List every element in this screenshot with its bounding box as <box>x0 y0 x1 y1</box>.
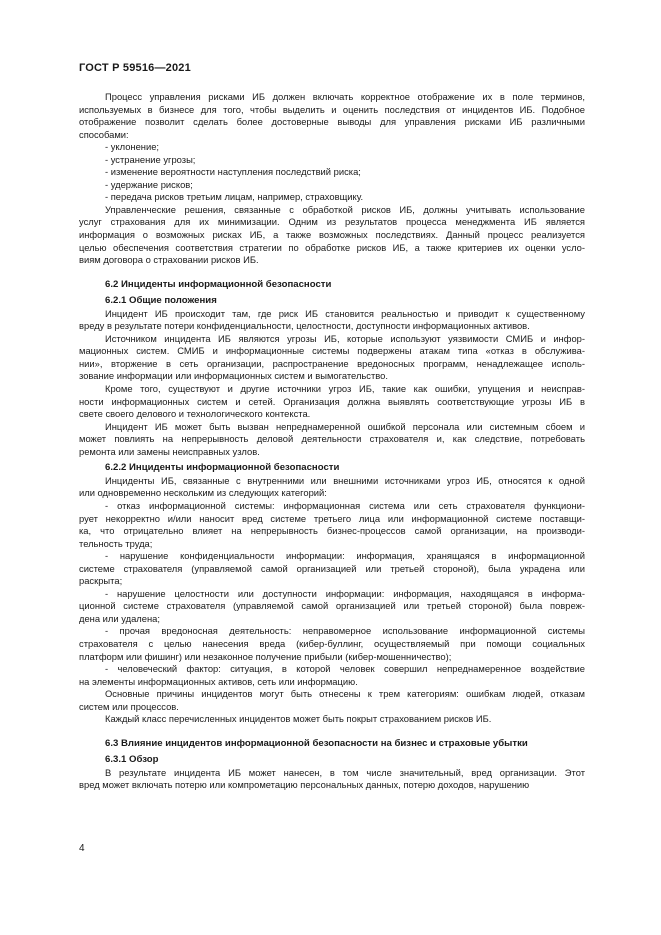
subsection-heading: 6.3.1 Обзор <box>105 754 159 766</box>
paragraph <box>79 500 585 550</box>
text-line: систем или процессов. <box>79 700 179 712</box>
text-line: целью обеспечения соответствия стратегии по обработке рисков ИБ, а также критериев их оценки усло- <box>79 241 585 253</box>
paragraph <box>79 475 585 500</box>
text-line: - удержание рисков; <box>105 178 193 190</box>
paragraph <box>79 767 585 792</box>
paragraph <box>79 625 585 663</box>
text-line: Процесс управления рисками ИБ должен включать корректное отображение их в поле терминов, <box>105 91 585 102</box>
text-line: Основные причины инцидентов могут быть отнесены к трем категориям: ошибкам людей, отказам <box>105 688 585 700</box>
text-line: информация о возможных рисках ИБ, а также возможных последствиях. Данный процесс реализуется <box>79 229 585 241</box>
text-line: - нарушение целостности или доступности информации: информация, находящаяся в информа- <box>105 587 585 599</box>
section-heading: 6.2 Инциденты информационной безопасности <box>105 278 332 290</box>
text-line: мационных систем. СМИБ и информационные системы подвержены атакам типа «отказ в обслужива- <box>79 345 585 357</box>
text-line: может повлиять на непрерывность деловой деятельности страхователя и, как следствие, потребовать <box>79 433 585 445</box>
text-line: способами: <box>79 128 129 140</box>
text-line: вреду в результате потери конфиденциальности, целостности, доступности информационных активов. <box>79 320 530 332</box>
text-line: В результате инцидента ИБ может нанесен, в том числе значительный, вред организации. Этот <box>105 766 585 778</box>
paragraph <box>79 204 585 267</box>
text-line: - уклонение; <box>105 141 160 153</box>
paragraph <box>79 663 585 688</box>
text-line: - человеческий фактор: ситуация, в которой человек совершил непреднамеренное воздействие <box>105 663 585 675</box>
text-line: на элементы информационных активов, сеть или информацию. <box>79 675 358 687</box>
paragraph <box>79 333 585 383</box>
page-number: 4 <box>79 843 85 854</box>
text-line: отображение позволит сделать более достоверные выводы для управления рисками ИБ различными <box>79 116 585 128</box>
text-line: Инциденты ИБ, связанные с внутренними или внешними источниками угроз ИБ, относятся к одной <box>105 474 585 486</box>
text-line: - изменение вероятности наступления последствий риска; <box>105 166 361 178</box>
text-line: виям договора о страховании рисков ИБ. <box>79 254 259 266</box>
page-content <box>79 91 585 792</box>
text-line: системе страхователя (управляемой самой организацией или третьей стороной), была украдена или <box>79 562 585 574</box>
document-code: ГОСТ Р 59516—2021 <box>79 62 191 74</box>
text-line: зование информации или информационных систем и вымогательство. <box>79 370 388 382</box>
text-line: ремонта или замены неисправных узлов. <box>79 445 260 457</box>
text-line: - нарушение конфиденциальности информации: информация, хранящаяся в информационной <box>105 550 585 562</box>
text-line: - передача рисков третьим лицам, например, страховщику. <box>105 191 364 203</box>
text-line: вред может включать потерю или компрометацию персональных данных, потерю доходов, нарушению <box>79 779 530 791</box>
paragraph <box>79 588 585 626</box>
paragraph <box>79 688 585 713</box>
subsection-heading: 6.2.1 Общие положения <box>105 295 217 307</box>
text-line: - прочая вредоносная деятельность: неправомерное использование информационной системы <box>105 625 585 637</box>
text-line: дена или удалена; <box>79 612 160 624</box>
paragraph <box>79 421 585 459</box>
text-line: Источником инцидента ИБ являются угрозы ИБ, которые используют уязвимости СМИБ и инфор- <box>105 332 585 344</box>
text-line: - отказ информационной системы: информационная система или сеть страхователя функциони- <box>105 499 585 511</box>
text-line: Управленческие решения, связанные с обработкой рисков ИБ, должны учитывать использование <box>105 203 585 215</box>
text-line: ционной системе страхователя (управляемой самой организацией или третьей стороной) была повреж- <box>79 600 585 612</box>
text-line: ка, что отрицательно влияет на непрерывность бизнес-процессов самой организации, на производи- <box>79 525 585 537</box>
paragraph <box>79 308 585 333</box>
text-line: Каждый класс перечисленных инцидентов может быть покрыт страхованием рисков ИБ. <box>105 713 492 725</box>
text-line: платформ или фишинг) или незаконное получение прибыли (кибер-мошенничество); <box>79 650 452 662</box>
list-item <box>79 141 585 154</box>
list-item <box>79 154 585 167</box>
text-line: страхователя с целью нанесения вреда (кибер-буллинг, осуществляемый при помощи социальных <box>79 637 585 649</box>
subsection-heading: 6.2.2 Инциденты информационной безопасности <box>105 462 340 474</box>
paragraph <box>79 383 585 421</box>
list-item <box>79 191 585 204</box>
paragraph <box>79 550 585 588</box>
text-line: свете своего делового и технологического контекста. <box>79 408 311 420</box>
text-line: или одновременно нескольким из следующих категорий: <box>79 487 327 499</box>
list-item <box>79 179 585 192</box>
paragraph <box>79 91 585 141</box>
text-line: Кроме того, существуют и другие источники угроз ИБ, такие как ошибки, упущения и неисправ- <box>105 383 585 395</box>
text-line: тельность труда; <box>79 537 153 549</box>
text-line: Инцидент ИБ может быть вызван непреднамеренной ошибкой персонала или системным сбоем и <box>105 420 585 432</box>
section-heading: 6.3 Влияние инцидентов информационной безопасности на бизнес и страховые убытки <box>105 737 528 749</box>
list-item <box>79 166 585 179</box>
text-line: используемых в бизнесе для того, чтобы выделить и оценить последствия от инцидентов ИБ. Подобное <box>79 103 585 115</box>
paragraph <box>79 713 585 726</box>
text-line: ности информационных систем и сетей. Организация должна выявлять соответствующие угрозы ИБ в <box>79 395 585 407</box>
text-line: рует некорректно и/или наносит вред системе третьего лица или информационной системе поставщи- <box>79 512 585 524</box>
text-line: нии», вторжение в сеть организации, распространение вредоносных программ, ненадлежащее исполь- <box>79 357 585 369</box>
text-line: раскрыта; <box>79 575 123 587</box>
text-line: Инцидент ИБ происходит там, где риск ИБ становится реальностью и приводит к существенному <box>105 307 585 319</box>
text-line: - устранение угрозы; <box>105 153 196 165</box>
text-line: услуг страхования для их минимизации. Одним из результатов процесса менеджмента ИБ является <box>79 216 585 228</box>
